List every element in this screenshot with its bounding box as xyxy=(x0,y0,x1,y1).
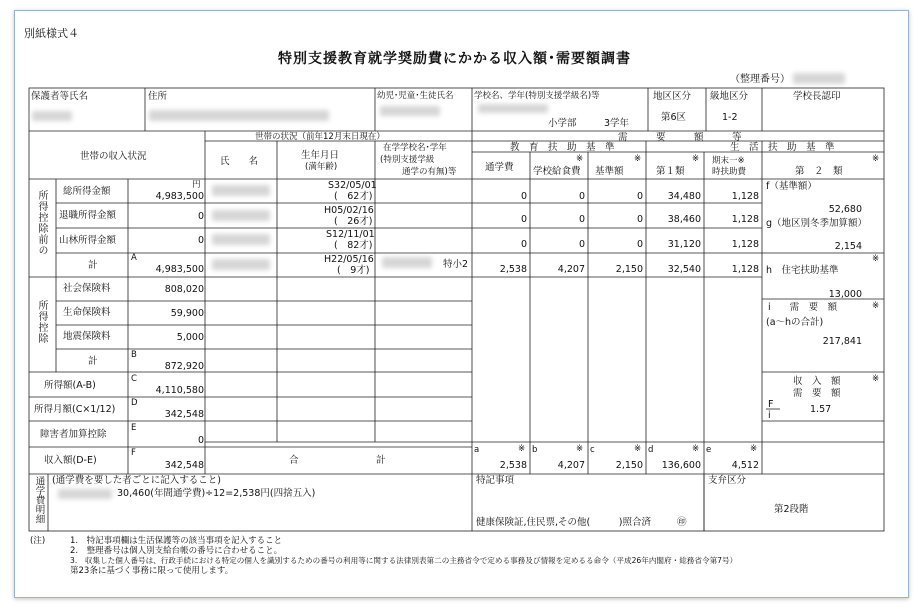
verification-text: 健康保険証,住民票,その他( )照合済 xyxy=(476,517,651,528)
ratio-mark: ※ xyxy=(872,374,880,384)
row-first: 34,480 xyxy=(667,191,701,202)
deduction-total-label: 計 xyxy=(88,356,98,367)
note-4: 第23条に基づく事務に限って使用します。 xyxy=(70,566,234,576)
redacted-member-name xyxy=(212,185,270,196)
row-commute: 0 xyxy=(520,191,527,202)
first-class-mark: ※ xyxy=(692,154,700,164)
row-base: 0 xyxy=(636,191,643,202)
letter-e: E xyxy=(131,423,137,433)
row-first: 32,540 xyxy=(667,264,701,275)
guardian-name-label: 保護者等氏名 xyxy=(31,91,89,102)
income-status-label: 世帯の収入状況 xyxy=(80,151,147,162)
totals-label-1: 合 xyxy=(289,455,299,466)
letter-d: D xyxy=(131,398,138,408)
total-base: 2,150 xyxy=(615,460,643,471)
special-notes-label: 特記事項 xyxy=(476,475,515,486)
redacted-member-name xyxy=(212,259,270,270)
second-class-mark: ※ xyxy=(872,154,880,164)
row-winter: 1,128 xyxy=(731,214,759,225)
ratio-i: i xyxy=(768,410,771,421)
note-1: 1. 特記事項欄は生活保護等の該当事項を記入すること xyxy=(70,536,283,546)
letter-d-total: d xyxy=(648,445,654,455)
form-number: 別紙様式４ xyxy=(24,27,79,40)
birth-header: 生年月日 xyxy=(301,150,340,161)
document-title: 特別支援教育就学奨励費にかかる収入額･需要額調書 xyxy=(278,51,631,67)
school-col-header-1: 在学学校名･学年 xyxy=(383,143,447,153)
quake-insurance-value: 5,000 xyxy=(176,332,204,343)
second-class-header: 第 ２ 類 xyxy=(795,166,843,177)
life-insurance-value: 59,900 xyxy=(170,308,204,319)
edu-support-header: 教 育 扶 助 基 準 xyxy=(510,142,615,153)
lunch-col-mark: ※ xyxy=(576,154,584,164)
i-value: 217,841 xyxy=(822,336,862,347)
redacted-address xyxy=(149,110,329,121)
member-name-header: 氏 名 xyxy=(220,156,259,167)
letter-b-total: b xyxy=(532,445,538,455)
letter-e-total: e xyxy=(706,445,712,455)
forest-label: 山林所得金額 xyxy=(59,235,117,246)
ratio-demand-label: 需 要 額 xyxy=(793,388,841,399)
child-name-label: 幼児･児童･生徒氏名 xyxy=(377,91,454,101)
row-winter: 1,128 xyxy=(731,264,759,275)
redacted-member-name xyxy=(212,210,270,221)
f-value: 52,680 xyxy=(828,204,862,215)
letter-b: B xyxy=(131,350,137,360)
row-lunch: 0 xyxy=(578,214,585,225)
school-division: 小学部 xyxy=(548,118,577,129)
commute-calculation: 30,460(年間通学費)÷12=2,538円(四捨五入) xyxy=(117,488,316,499)
reference-number-label: （整理番号） xyxy=(730,74,790,85)
row-commute: 2,538 xyxy=(499,264,527,275)
ratio-value: 1.57 xyxy=(810,404,832,415)
school-label: 学校名、学年(特別支援学級名)等 xyxy=(474,91,600,101)
yen-unit: 円 xyxy=(192,180,201,190)
living-support-header: 生 活 扶 助 基 準 xyxy=(730,142,835,153)
row-lunch: 4,207 xyxy=(557,264,585,275)
g-label: g（地区別冬季加算額） xyxy=(766,218,868,229)
letter-c: C xyxy=(131,374,137,384)
support-category-label: 支弁区分 xyxy=(708,475,747,486)
total-mark: ※ xyxy=(750,444,758,454)
verification-seal: ㊞ xyxy=(677,517,687,528)
total-income-label: 総所得金額 xyxy=(63,186,111,197)
support-category-value: 第2段階 xyxy=(774,504,809,515)
h-label: h 住宅扶助基準 xyxy=(766,265,839,276)
level-label: 級地区分 xyxy=(710,91,749,102)
row-winter: 1,128 xyxy=(731,239,759,250)
total-mark: ※ xyxy=(576,444,584,454)
deduction-label: 所得控除 xyxy=(36,300,47,344)
monthly-income-label: 所得月額(C×1/12) xyxy=(34,404,116,415)
quake-insurance-label: 地震保険料 xyxy=(63,331,111,342)
ratio-income-label: 収 入 額 xyxy=(793,376,841,387)
row-base: 0 xyxy=(636,214,643,225)
birth-subheader: (満年齢) xyxy=(305,162,338,172)
row-first: 31,120 xyxy=(667,239,701,250)
member-birth: H05/02/16 xyxy=(324,205,374,216)
requirements-header: 需 要 額 等 xyxy=(618,132,742,143)
base-col-mark: ※ xyxy=(634,154,642,164)
zone-label: 地区区分 xyxy=(653,91,692,102)
total-commute: 2,538 xyxy=(499,460,527,471)
life-insurance-label: 生命保険料 xyxy=(63,307,111,318)
base-col-header: 基準額 xyxy=(595,166,624,177)
school-col-header-3: 通学の有無)等 xyxy=(402,167,457,177)
member-age: ( 26才) xyxy=(334,216,373,227)
letter-f: F xyxy=(131,448,136,458)
total-lunch: 4,207 xyxy=(557,460,585,471)
retirement-label: 退職所得金額 xyxy=(59,210,117,221)
i-sublabel: (a～hの合計) xyxy=(766,317,824,328)
g-value: 2,154 xyxy=(834,241,862,252)
row-lunch: 0 xyxy=(578,239,585,250)
zone-value: 第6区 xyxy=(661,112,687,123)
level-value: 1-2 xyxy=(722,112,738,123)
revenue-value: 342,548 xyxy=(164,460,204,471)
redacted-school-name xyxy=(478,104,548,113)
i-label: i 需 要 額 xyxy=(768,302,838,313)
total-winter: 4,512 xyxy=(731,460,759,471)
revenue-label: 収入額(D-E) xyxy=(44,455,97,466)
row-winter: 1,128 xyxy=(731,191,759,202)
redacted-guardian-name xyxy=(32,111,72,121)
monthly-income-value: 342,548 xyxy=(164,409,204,420)
member-birth: S32/05/01 xyxy=(328,180,377,191)
total-mark: ※ xyxy=(518,444,526,454)
lunch-col-header: 学校給食費 xyxy=(533,166,581,177)
retirement-value: 0 xyxy=(197,211,204,222)
school-col-header-2: (特別支援学級 xyxy=(380,155,435,165)
school-grade: 3学年 xyxy=(604,118,630,129)
letter-a-total: a xyxy=(474,445,480,455)
ratio-f: F xyxy=(768,399,774,410)
row-base: 2,150 xyxy=(615,264,643,275)
member-school: 特小2 xyxy=(443,259,469,270)
winter-header-2: 時扶助費 xyxy=(712,167,747,177)
h-value: 13,000 xyxy=(828,289,862,300)
note-2: 2. 整理番号は個人別支給台帳の番号に合わせること。 xyxy=(70,546,283,556)
social-insurance-label: 社会保険料 xyxy=(63,283,111,294)
income-ab-label: 所得額(A-B) xyxy=(44,380,96,391)
totals-label-2: 計 xyxy=(376,455,386,466)
subtotal-value: 4,983,500 xyxy=(155,264,204,275)
winter-header-1: 期末一※ xyxy=(712,156,745,166)
household-status-header: 世帯の状況（前年12月末日現在） xyxy=(255,132,385,142)
letter-a: A xyxy=(131,253,137,263)
commute-col-header: 通学費 xyxy=(485,162,514,173)
redacted-member-name xyxy=(212,234,270,245)
social-insurance-value: 808,020 xyxy=(164,284,204,295)
commute-note: (通学費を要した者ごとに記入すること) xyxy=(52,475,221,486)
f-label: f（基準額） xyxy=(766,181,817,192)
redacted-commute-person xyxy=(58,489,112,499)
redacted-child-name xyxy=(380,106,440,116)
member-age: ( 9才) xyxy=(337,265,370,276)
i-mark: ※ xyxy=(872,301,880,311)
disability-value: 0 xyxy=(197,435,204,446)
row-lunch: 0 xyxy=(578,191,585,202)
disability-label: 障害者加算控除 xyxy=(40,429,107,440)
note-3: 3. 収集した個人番号は、行政手続における特定の個人を識別するための番号の利用等に関する法律別表第二の主務省令で定める事務及び情報を定めるる命令（平成26年内閣府・総務省令第7号） xyxy=(70,556,738,565)
row-commute: 0 xyxy=(520,239,527,250)
redacted-member-school xyxy=(382,257,432,268)
total-mark: ※ xyxy=(634,444,642,454)
notes-label: (注) xyxy=(30,536,46,546)
subtotal-label: 計 xyxy=(88,260,98,271)
forest-value: 0 xyxy=(197,235,204,246)
h-mark: ※ xyxy=(872,254,880,264)
row-first: 38,460 xyxy=(667,214,701,225)
member-age: ( 82才) xyxy=(334,240,373,251)
deduction-total-value: 872,920 xyxy=(164,361,204,372)
member-birth: H22/05/16 xyxy=(324,254,374,265)
total-mark: ※ xyxy=(692,444,700,454)
member-birth: S12/11/01 xyxy=(326,229,375,240)
member-age: ( 62才) xyxy=(334,191,373,202)
commute-side-label: 通学費明細 xyxy=(33,476,45,524)
total-income-value: 4,983,500 xyxy=(155,191,204,202)
address-label: 住所 xyxy=(148,91,168,102)
row-commute: 0 xyxy=(520,214,527,225)
income-ab-value: 4,110,580 xyxy=(155,385,204,396)
letter-c-total: c xyxy=(590,445,595,455)
principal-seal-label: 学校長認印 xyxy=(793,91,841,102)
row-base: 0 xyxy=(636,239,643,250)
total-first: 136,600 xyxy=(661,460,701,471)
pre-deduction-label: 所得控除前の xyxy=(36,190,47,256)
first-class-header: 第１類 xyxy=(656,166,685,177)
